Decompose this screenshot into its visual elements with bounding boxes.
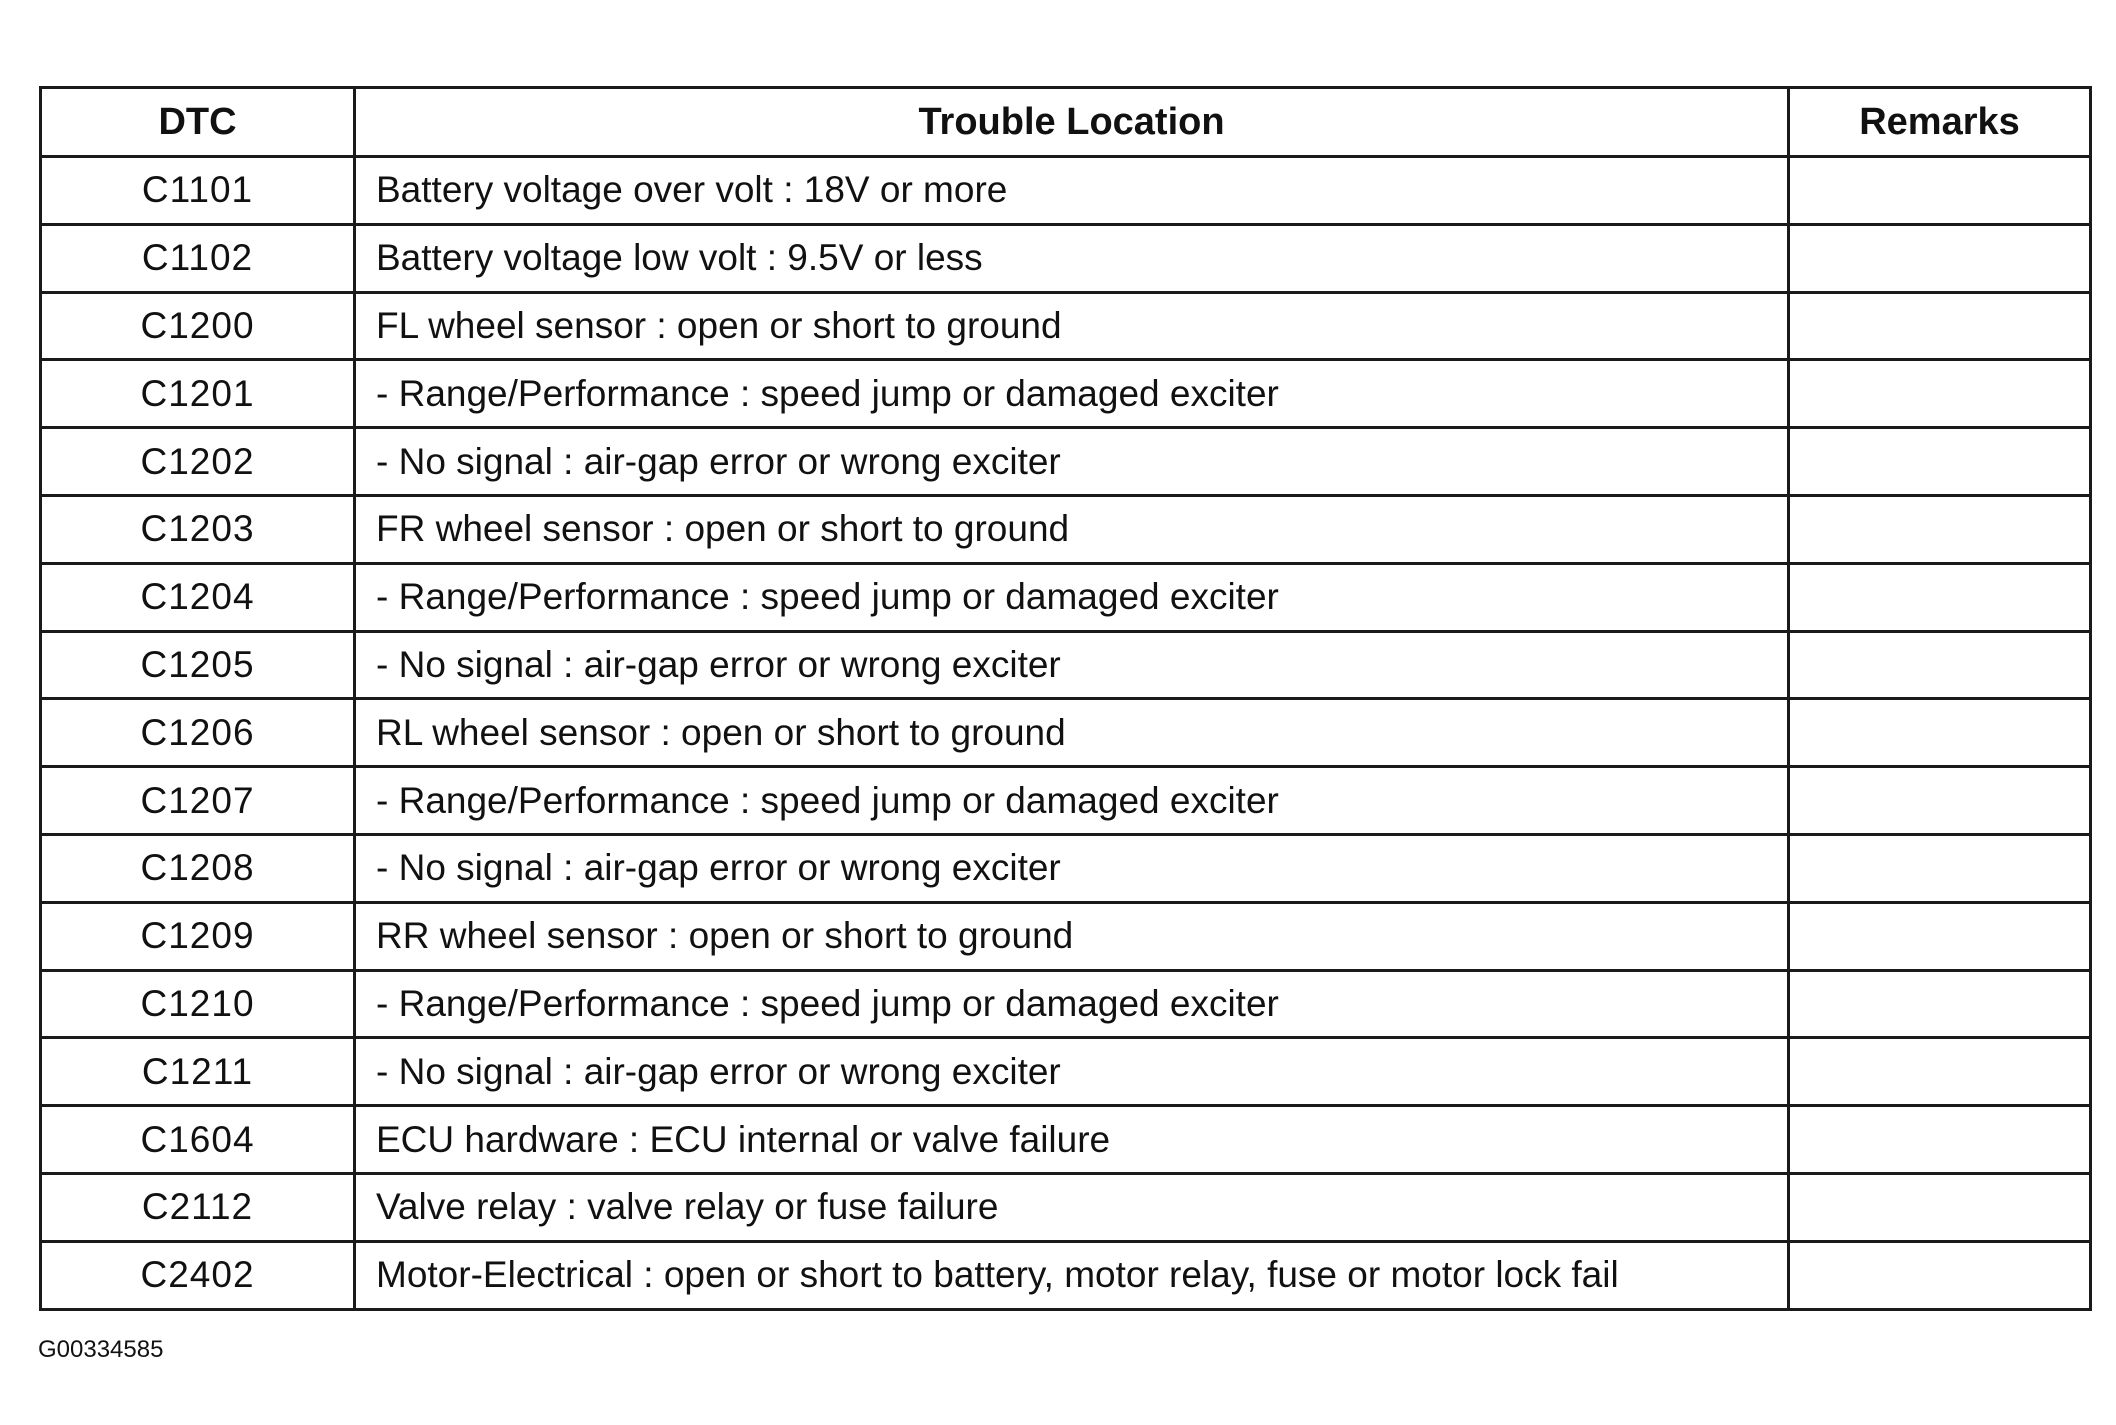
trouble-location-cell: Motor-Electrical : open or short to battery, motor relay, fuse or motor lock fail [355, 1241, 1789, 1309]
remarks-cell [1789, 902, 2091, 970]
remarks-cell [1789, 834, 2091, 902]
remarks-cell [1789, 563, 2091, 631]
remarks-cell [1789, 699, 2091, 767]
dtc-code-cell: C1204 [41, 563, 355, 631]
table-row [41, 834, 2091, 902]
table-body [41, 157, 2091, 1310]
remarks-cell [1789, 631, 2091, 699]
remarks-cell [1789, 767, 2091, 835]
dtc-code-cell: C1206 [41, 699, 355, 767]
figure-id: G00334585 [38, 1336, 164, 1363]
remarks-cell [1789, 970, 2091, 1038]
trouble-location-cell: - Range/Performance : speed jump or damaged exciter [355, 360, 1789, 428]
table-row [41, 970, 2091, 1038]
table-header-row [41, 88, 2091, 157]
table-row [41, 563, 2091, 631]
table-row [41, 157, 2091, 225]
dtc-code-cell: C1203 [41, 495, 355, 563]
dtc-code-cell: C1208 [41, 834, 355, 902]
dtc-code-cell: C1209 [41, 902, 355, 970]
header-remarks: Remarks [1789, 88, 2091, 157]
remarks-cell [1789, 224, 2091, 292]
dtc-code-cell: C1201 [41, 360, 355, 428]
dtc-code-cell: C1102 [41, 224, 355, 292]
remarks-cell [1789, 1173, 2091, 1241]
remarks-cell [1789, 360, 2091, 428]
table-row [41, 428, 2091, 496]
dtc-code-cell: C2402 [41, 1241, 355, 1309]
dtc-code-cell: C1604 [41, 1106, 355, 1174]
trouble-location-cell: - Range/Performance : speed jump or damaged exciter [355, 767, 1789, 835]
trouble-location-cell: - No signal : air-gap error or wrong exciter [355, 428, 1789, 496]
trouble-location-cell: Battery voltage low volt : 9.5V or less [355, 224, 1789, 292]
trouble-location-cell: - Range/Performance : speed jump or damaged exciter [355, 970, 1789, 1038]
trouble-location-cell: Valve relay : valve relay or fuse failure [355, 1173, 1789, 1241]
table-row [41, 902, 2091, 970]
header-trouble-location: Trouble Location [355, 88, 1789, 157]
remarks-cell [1789, 292, 2091, 360]
dtc-code-cell: C1207 [41, 767, 355, 835]
table-row [41, 292, 2091, 360]
table-row [41, 1038, 2091, 1106]
trouble-location-cell: FR wheel sensor : open or short to ground [355, 495, 1789, 563]
trouble-location-cell: Battery voltage over volt : 18V or more [355, 157, 1789, 225]
trouble-location-cell: FL wheel sensor : open or short to ground [355, 292, 1789, 360]
remarks-cell [1789, 495, 2091, 563]
trouble-location-cell: ECU hardware : ECU internal or valve failure [355, 1106, 1789, 1174]
trouble-location-cell: - No signal : air-gap error or wrong exciter [355, 631, 1789, 699]
remarks-cell [1789, 1038, 2091, 1106]
table-row [41, 1106, 2091, 1174]
dtc-code-cell: C1210 [41, 970, 355, 1038]
dtc-code-cell: C1205 [41, 631, 355, 699]
header-dtc: DTC [41, 88, 355, 157]
trouble-location-cell: - Range/Performance : speed jump or damaged exciter [355, 563, 1789, 631]
dtc-code-cell: C2112 [41, 1173, 355, 1241]
table-row [41, 1241, 2091, 1309]
table-row [41, 699, 2091, 767]
dtc-table [39, 86, 2092, 1311]
dtc-code-cell: C1211 [41, 1038, 355, 1106]
table-row [41, 767, 2091, 835]
remarks-cell [1789, 1241, 2091, 1309]
dtc-code-cell: C1200 [41, 292, 355, 360]
dtc-code-cell: C1202 [41, 428, 355, 496]
trouble-location-cell: RL wheel sensor : open or short to ground [355, 699, 1789, 767]
table-row [41, 631, 2091, 699]
trouble-location-cell: RR wheel sensor : open or short to ground [355, 902, 1789, 970]
table-row [41, 224, 2091, 292]
remarks-cell [1789, 157, 2091, 225]
trouble-location-cell: - No signal : air-gap error or wrong exciter [355, 834, 1789, 902]
dtc-code-cell: C1101 [41, 157, 355, 225]
table-row [41, 1173, 2091, 1241]
remarks-cell [1789, 428, 2091, 496]
table-row [41, 360, 2091, 428]
remarks-cell [1789, 1106, 2091, 1174]
trouble-location-cell: - No signal : air-gap error or wrong exciter [355, 1038, 1789, 1106]
table-row [41, 495, 2091, 563]
